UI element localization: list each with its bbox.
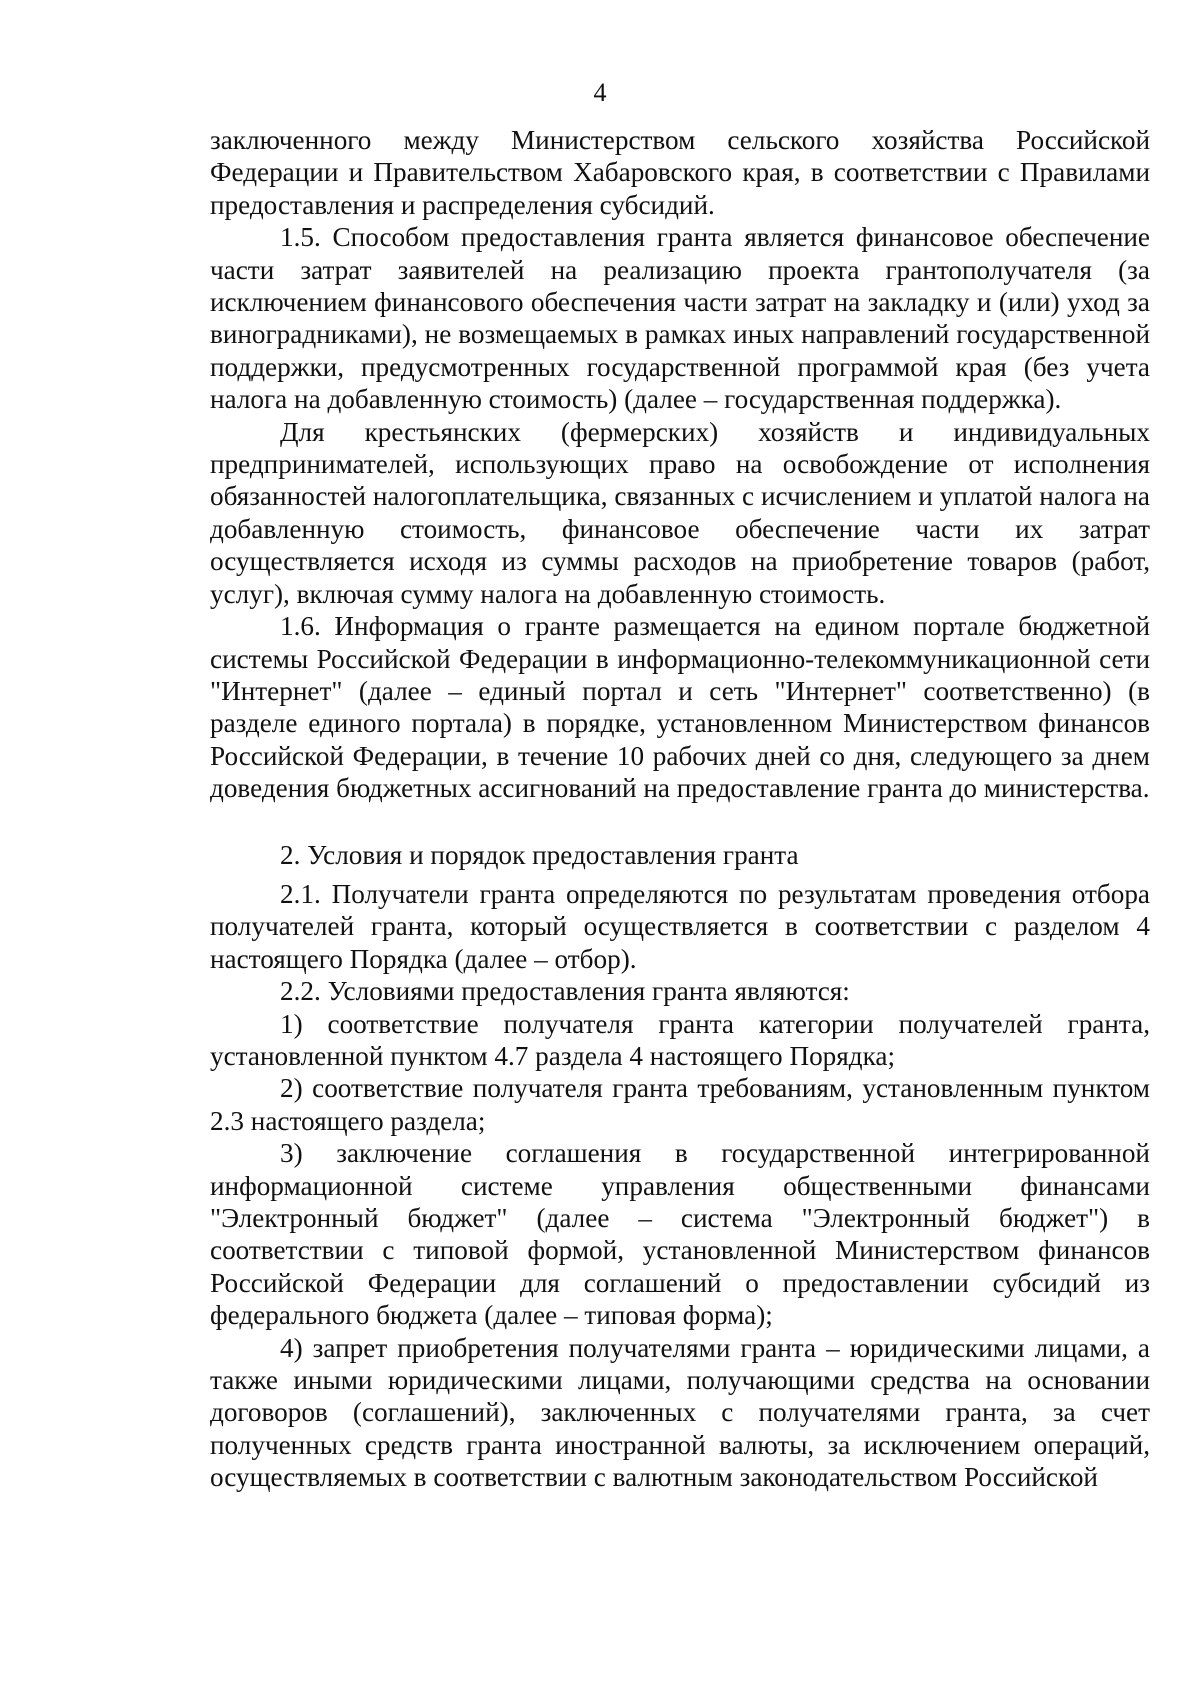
paragraph-2-2: 2.2. Условиями предоставления гранта являются:	[280, 976, 850, 1007]
paragraph-1-5: 1.5. Способом предоставления гранта является финансовое обеспечение части затрат заявителей на реализацию проекта грантополучателя (за исключением финансового обеспечения части затрат на закладку и (или) уход за виноградниками), не возмещаемых в рамках иных направлений государственной поддержки, предусмотренных государственной программой края (без учета налога на добавленную стоимость) (далее – государственная поддержка).	[210, 222, 1150, 415]
paragraph-continuation: заключенного между Министерством сельского хозяйства Российской Федерации и Правительством Хабаровского края, в соответствии с Правилами предоставления и распределения субсидий.	[210, 125, 1150, 220]
paragraph-2-1: 2.1. Получатели гранта определяются по результатам проведения отбора получателей гранта, который осуществляется в соответствии с разделом 4 настоящего Порядка (далее – отбор).	[210, 878, 1150, 974]
paragraph-1-6: 1.6. Информация о гранте размещается на едином портале бюджетной системы Российской Федерации в информационно-телекоммуникационной сети "Интернет" (далее – единый портал и сеть "Интернет" соответственно) (в разделе единого портала) в порядке, установленном Министерством финансов Российской Федерации, в течение 10 рабочих дней со дня, следующего за днем доведения бюджетных ассигнований на предоставление гранта до министерства.	[210, 611, 1150, 804]
list-item-4: 4) запрет приобретения получателями гранта – юридическими лицами, а также иными юридическими лицами, получающими средства на основании договоров (соглашений), заключенных с получателями гранта, за счет полученных средств гранта иностранной валюты, за исключением операций, осуществляемых в соответствии с валютным законодательством Российской	[210, 1332, 1150, 1493]
list-item-3: 3) заключение соглашения в государственной интегрированной информационной системе управления общественными финансами "Электронный бюджет" (далее – система "Электронный бюджет") в соответствии с типовой формой, установленной Министерством финансов Российской Федерации для соглашений о предоставлении субсидий из федерального бюджета (далее – типовая форма);	[210, 1138, 1150, 1331]
list-item-2: 2) соответствие получателя гранта требованиям, установленным пунктом 2.3 настоящего раздела;	[210, 1073, 1150, 1136]
list-item-1: 1) соответствие получателя гранта категории получателей гранта, установленной пунктом 4.7 раздела 4 настоящего Порядка;	[210, 1008, 1150, 1071]
section-heading-2: 2. Условия и порядок предоставления гранта	[280, 839, 799, 870]
document-body	[210, 124, 1150, 1494]
paragraph-farmers: Для крестьянских (фермерских) хозяйств и индивидуальных предпринимателей, использующих право на освобождение от исполнения обязанностей налогоплательщика, связанных с исчислением и уплатой налога на добавленную стоимость, финансовое обеспечение части их затрат осуществляется исходя из суммы расходов на приобретение товаров (работ, услуг), включая сумму налога на добавленную стоимость.	[210, 416, 1150, 609]
page-number: 4	[593, 78, 607, 107]
